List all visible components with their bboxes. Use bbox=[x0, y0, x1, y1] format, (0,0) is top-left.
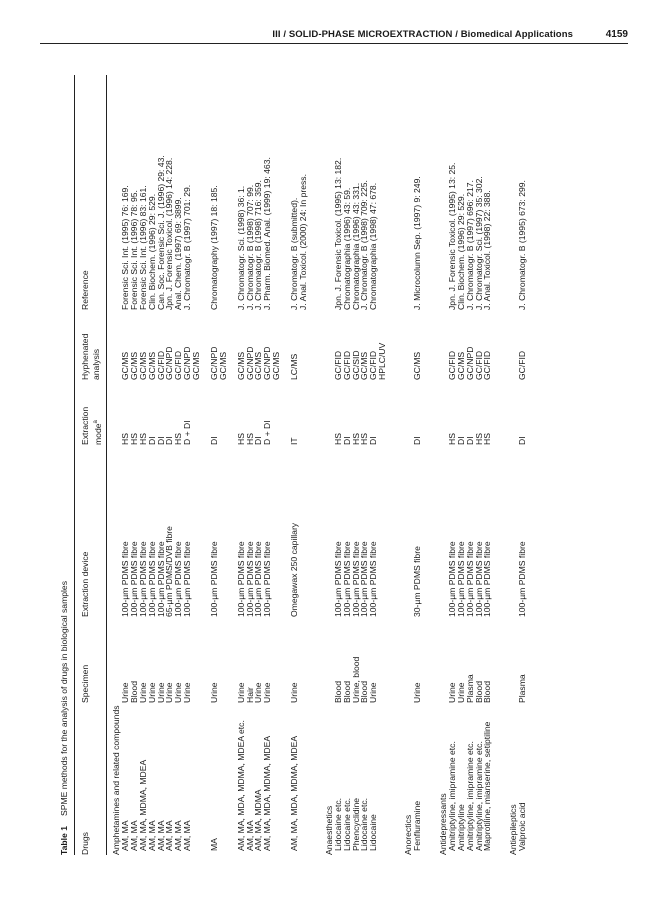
running-header-title: III / SOLID-PHASE MICROEXTRACTION / Biomedical Applications bbox=[272, 29, 573, 40]
cell-device: 100-µm PDMS fibre bbox=[244, 541, 255, 617]
cell-ref: J. Anal. Toxicol. (1998) 22: 388. bbox=[482, 190, 493, 310]
cell-mode: DI bbox=[412, 436, 422, 445]
cell-mode: IT bbox=[289, 437, 299, 445]
cell-analysis: GC/FID bbox=[482, 350, 493, 380]
cell-specimen: Urine bbox=[446, 682, 457, 703]
cell-ref: Forensic Sci. Int. (1995) 76: 169. bbox=[119, 185, 130, 310]
cell-ref: Chromatography (1997) 18: 185. bbox=[208, 185, 219, 310]
cell-device: Omegawax 250 capillary bbox=[289, 522, 299, 617]
cell-device: 100-µm PDMS fibre bbox=[368, 541, 379, 617]
col-header-reference: Reference bbox=[80, 270, 90, 310]
col-header-specimen: Specimen bbox=[80, 664, 90, 703]
cell-analysis: GC/NPD bbox=[262, 346, 273, 380]
cell-specimen: Urine, blood bbox=[350, 656, 361, 703]
cell-mode: DI bbox=[517, 436, 528, 445]
cell-specimen: Urine bbox=[208, 682, 219, 703]
table-label: Table 1 bbox=[59, 826, 69, 855]
cell-device: 100-µm PDMS fibre bbox=[146, 541, 157, 617]
group-heading: Anorectics bbox=[403, 814, 414, 855]
cell-drugs: AM, MA, MDA, MDMA, MDEA bbox=[289, 735, 299, 851]
cell-device: 100-µm PDMS fibre bbox=[473, 541, 484, 617]
cell-analysis: GC/NPD bbox=[464, 346, 475, 380]
cell-ref: Chromatographia (1996) 43: 331. bbox=[350, 182, 361, 310]
cell-specimen: Urine bbox=[146, 682, 157, 703]
cell-ref: Forensic Sci. Int. (1996) 78: 95. bbox=[128, 190, 139, 310]
cell-mode: D + DI bbox=[262, 420, 273, 445]
cell-analysis: GC/MS bbox=[235, 351, 246, 380]
cell-specimen: Urine bbox=[262, 682, 273, 703]
cell-ref: Jpn. J. Forensic Toxicol. (1996) 14: 228. bbox=[164, 157, 175, 310]
cell-drugs: AM, MA bbox=[173, 820, 184, 851]
cell-drugs: MA bbox=[208, 838, 219, 851]
cell-mode: HS bbox=[244, 433, 255, 445]
cell-mode: HS bbox=[359, 433, 370, 445]
cell-drugs: AM, MA bbox=[146, 820, 157, 851]
cell-ref: J. Chromatogr. B (1997) 701: 29. bbox=[182, 184, 193, 310]
cell-analysis: GC/SID bbox=[350, 350, 361, 380]
group-heading: Anaesthetics bbox=[323, 805, 334, 855]
group-heading: Amphetamines and related compounds bbox=[111, 705, 121, 855]
cell-ref: Jpn. J. Forensic Toxicol. (1995) 13: 25. bbox=[446, 162, 457, 310]
cell-device: 100-µm PDMS fibre bbox=[155, 541, 166, 617]
col-header-mode-footnote: a bbox=[93, 420, 99, 424]
cell-device: 100-µm PDMS fibre bbox=[119, 541, 130, 617]
cell-mode: DI bbox=[253, 436, 264, 445]
col-header-device: Extraction device bbox=[80, 551, 90, 617]
cell-device: 100-µm PDMS fibre bbox=[173, 541, 184, 617]
table-top-rule bbox=[74, 75, 75, 855]
cell-analysis: GC/MS bbox=[271, 351, 282, 380]
cell-mode: HS bbox=[128, 433, 139, 445]
cell-drugs: AM, MA bbox=[119, 820, 130, 851]
cell-mode: HS bbox=[482, 433, 493, 445]
cell-drugs: Lidocaine bbox=[368, 814, 379, 851]
cell-drugs: AM, MA bbox=[155, 820, 166, 851]
cell-analysis: HPLC/UV bbox=[377, 342, 388, 380]
header-divider bbox=[40, 43, 628, 44]
cell-device: 100-µm PDMS fibre bbox=[208, 541, 219, 617]
cell-drugs: AM, MA, MDA, MDMA, MDEA etc. bbox=[235, 720, 246, 851]
cell-mode: HS bbox=[473, 433, 484, 445]
group-heading: Antidepressants bbox=[437, 793, 448, 855]
col-header-mode-line2: mode bbox=[92, 423, 103, 445]
cell-device: 100-µm PDMS fibre bbox=[128, 541, 139, 617]
cell-specimen: Urine bbox=[119, 682, 130, 703]
page-number: 4159 bbox=[605, 29, 628, 40]
cell-drugs: Amitriptyline bbox=[455, 804, 466, 851]
cell-specimen: Urine bbox=[164, 682, 175, 703]
cell-analysis: GC/MS bbox=[412, 351, 422, 380]
cell-specimen: Blood bbox=[473, 681, 484, 703]
cell-analysis: GC/FID bbox=[341, 350, 352, 380]
cell-analysis: GC/FID bbox=[517, 350, 528, 380]
cell-drugs: AM, MA bbox=[244, 820, 255, 851]
cell-specimen: Urine bbox=[253, 682, 264, 703]
cell-drugs: AM, MA, MDMA, MDEA bbox=[137, 759, 148, 851]
cell-analysis: GC/NPD bbox=[182, 346, 193, 380]
cell-ref: Can. Soc. Forensic Sci. J. (1996) 29: 43. bbox=[155, 155, 166, 310]
cell-analysis: GC/MS bbox=[359, 351, 370, 380]
cell-drugs: AM, MA bbox=[164, 820, 175, 851]
cell-analysis: GC/MS bbox=[253, 351, 264, 380]
cell-device: 100-µm PDMS fibre bbox=[482, 541, 493, 617]
cell-ref: Forensic Sci. Int. (1996) 83: 161. bbox=[137, 185, 148, 310]
header-bottom-rule bbox=[106, 75, 107, 855]
cell-device: 100-µm PDMS fibre bbox=[464, 541, 475, 617]
col-header-drugs: Drugs bbox=[80, 832, 90, 855]
cell-device: 100-µm PDMS fibre bbox=[341, 541, 352, 617]
cell-analysis: GC/FID bbox=[332, 350, 343, 380]
cell-specimen: Urine bbox=[155, 682, 166, 703]
cell-mode: DI bbox=[155, 436, 166, 445]
cell-analysis: GC/FID bbox=[446, 350, 457, 380]
col-header-analysis bbox=[80, 334, 102, 380]
cell-analysis: GC/NPD bbox=[208, 346, 219, 380]
cell-mode: HS bbox=[119, 433, 130, 445]
cell-mode: HS bbox=[137, 433, 148, 445]
cell-analysis: GC/MS bbox=[217, 351, 228, 380]
cell-ref: J. Chromatogr. Sci. (1997) 35: 302. bbox=[473, 176, 484, 310]
cell-analysis: GC/FID bbox=[155, 350, 166, 380]
cell-ref: Clin. Biochem. (1996) 29: 529. bbox=[146, 193, 157, 310]
cell-specimen: Blood bbox=[482, 681, 493, 703]
cell-mode: HS bbox=[350, 433, 361, 445]
cell-specimen: Hair bbox=[244, 687, 255, 703]
cell-ref: J. Microcolumn Sep. (1997) 9: 249. bbox=[412, 176, 422, 310]
cell-ref: J. Anal. Toxicol. (2000) 24: In press. bbox=[297, 174, 308, 310]
cell-drugs: Lidocaine etc. bbox=[359, 797, 370, 851]
cell-analysis: GC/MS bbox=[455, 351, 466, 380]
cell-drugs: AM, MA, MDA, MDMA, MDEA bbox=[262, 735, 273, 851]
cell-mode: HS bbox=[446, 433, 457, 445]
cell-ref: J. Chromatogr. B (1997) 696: 217. bbox=[464, 180, 475, 310]
cell-specimen: Blood bbox=[332, 681, 343, 703]
cell-device: 100-µm PDMS fibre bbox=[455, 541, 466, 617]
cell-mode: HS bbox=[173, 433, 184, 445]
cell-drugs: AM, MA bbox=[182, 820, 193, 851]
cell-device: 100-µm PDMS fibre bbox=[235, 541, 246, 617]
cell-specimen: Urine bbox=[455, 682, 466, 703]
cell-device: 100-µm PDMS fibre bbox=[253, 541, 264, 617]
cell-drugs: Lidocaine etc. bbox=[341, 797, 352, 851]
col-header-analysis-line1: Hyphenated bbox=[80, 333, 90, 380]
cell-device: 100-µm PDMS fibre bbox=[182, 541, 193, 617]
cell-specimen: Plasma bbox=[464, 674, 475, 703]
cell-ref: J. Chromatogr. Sci. (1998) 36: 1. bbox=[235, 185, 246, 310]
cell-ref: Chromatographia (1996) 43: 59. bbox=[341, 187, 352, 310]
cell-ref: J. Pharm. Biomed. Anal. (1999) 19: 463. bbox=[262, 157, 273, 310]
cell-analysis: GC/FID bbox=[173, 350, 184, 380]
cell-ref: J. Chromatogr. B (1998) 709: 225. bbox=[359, 180, 370, 310]
cell-drugs: Lidocaine etc. bbox=[332, 797, 343, 851]
cell-ref: J. Chromatogr. B (submitted). bbox=[289, 197, 299, 310]
cell-specimen: Blood bbox=[359, 681, 370, 703]
cell-ref: J. Chromatogr. B (1995) 673: 299. bbox=[517, 180, 528, 310]
cell-specimen: Blood bbox=[128, 681, 139, 703]
cell-drugs: AM, MA bbox=[128, 820, 139, 851]
cell-specimen: Blood bbox=[341, 681, 352, 703]
cell-mode: DI bbox=[341, 436, 352, 445]
cell-drugs: Amitriptyline, imipramine etc. bbox=[446, 741, 457, 851]
cell-specimen: Urine bbox=[289, 682, 299, 703]
cell-specimen: Urine bbox=[235, 682, 246, 703]
cell-analysis: LC/MS bbox=[289, 353, 299, 380]
cell-device: 100-µm PDMS fibre bbox=[517, 541, 528, 617]
cell-specimen: Urine bbox=[368, 682, 379, 703]
spme-drugs-table bbox=[60, 75, 620, 855]
cell-mode: DI bbox=[146, 436, 157, 445]
cell-specimen: Plasma bbox=[517, 674, 528, 703]
cell-mode: DI bbox=[368, 436, 379, 445]
cell-device: 100-µm PDMS fibre bbox=[350, 541, 361, 617]
cell-drugs: Maprotiline, mianserine, setiptiline bbox=[482, 721, 493, 851]
cell-drugs: AM, MA, MDMA bbox=[253, 789, 264, 851]
cell-analysis: GC/MS bbox=[137, 351, 148, 380]
cell-analysis: GC/NPD bbox=[244, 346, 255, 380]
cell-device: 100-µm PDMS fibre bbox=[332, 541, 343, 617]
cell-ref: J. Chromatogr. B (1998) 716: 359. bbox=[253, 180, 264, 310]
cell-specimen: Urine bbox=[137, 682, 148, 703]
cell-device: 100-µm PDMS fibre bbox=[262, 541, 273, 617]
col-header-mode-line1: Extraction bbox=[80, 406, 90, 445]
cell-analysis: GC/MS bbox=[146, 351, 157, 380]
cell-mode: DI bbox=[164, 436, 175, 445]
cell-analysis: GC/MS bbox=[128, 351, 139, 380]
cell-drugs: Fenfluramine bbox=[412, 800, 422, 851]
cell-drugs: Amitriptyline, imipramine etc. bbox=[473, 741, 484, 851]
cell-ref: Anal. Chem. (1997) 69: 3899. bbox=[173, 197, 184, 310]
cell-ref: Clin. Biochem. (1996) 29: 529. bbox=[455, 193, 466, 310]
cell-device: 100-µm PDMS fibre bbox=[137, 541, 148, 617]
cell-mode: HS bbox=[332, 433, 343, 445]
cell-device: 30-µm PDMS fibre bbox=[412, 546, 422, 617]
cell-mode: HS bbox=[235, 433, 246, 445]
col-header-mode bbox=[80, 407, 104, 445]
group-heading: Antiepileptics bbox=[508, 804, 519, 855]
cell-drugs: Valproic acid bbox=[517, 802, 528, 851]
cell-device: 100-µm PDMS fibre bbox=[446, 541, 457, 617]
cell-device: 65-µm PDMS/DVB fibre bbox=[164, 526, 175, 617]
cell-analysis: GC/MS bbox=[191, 351, 202, 380]
table-caption-text: SPME methods for the analysis of drugs in biological samples bbox=[59, 581, 69, 817]
cell-analysis: GC/MS bbox=[119, 351, 130, 380]
cell-analysis: GC/FID bbox=[473, 350, 484, 380]
cell-ref: J. Chromatogr. B (1998) 707: 99. bbox=[244, 184, 255, 310]
cell-drugs: Amitriptyline, imipramine etc. bbox=[464, 741, 475, 851]
cell-ref: Jpn. J. Forensic Toxicol. (1995) 13: 182. bbox=[332, 157, 343, 310]
cell-mode: DI bbox=[455, 436, 466, 445]
cell-mode: DI bbox=[208, 436, 219, 445]
table-caption bbox=[60, 581, 69, 855]
cell-device: 100-µm PDMS fibre bbox=[359, 541, 370, 617]
cell-ref: Chromatographia (1998) 47: 678. bbox=[368, 182, 379, 310]
cell-specimen: Urine bbox=[412, 682, 422, 703]
cell-specimen: Urine bbox=[182, 682, 193, 703]
cell-analysis: GC/NPD bbox=[164, 346, 175, 380]
cell-mode: D + DI bbox=[182, 420, 193, 445]
cell-specimen: Urine bbox=[173, 682, 184, 703]
cell-mode: DI bbox=[464, 436, 475, 445]
cell-analysis: GC/FID bbox=[368, 350, 379, 380]
cell-drugs: Phencyclidine bbox=[350, 797, 361, 851]
col-header-analysis-line2: analysis bbox=[91, 348, 101, 380]
